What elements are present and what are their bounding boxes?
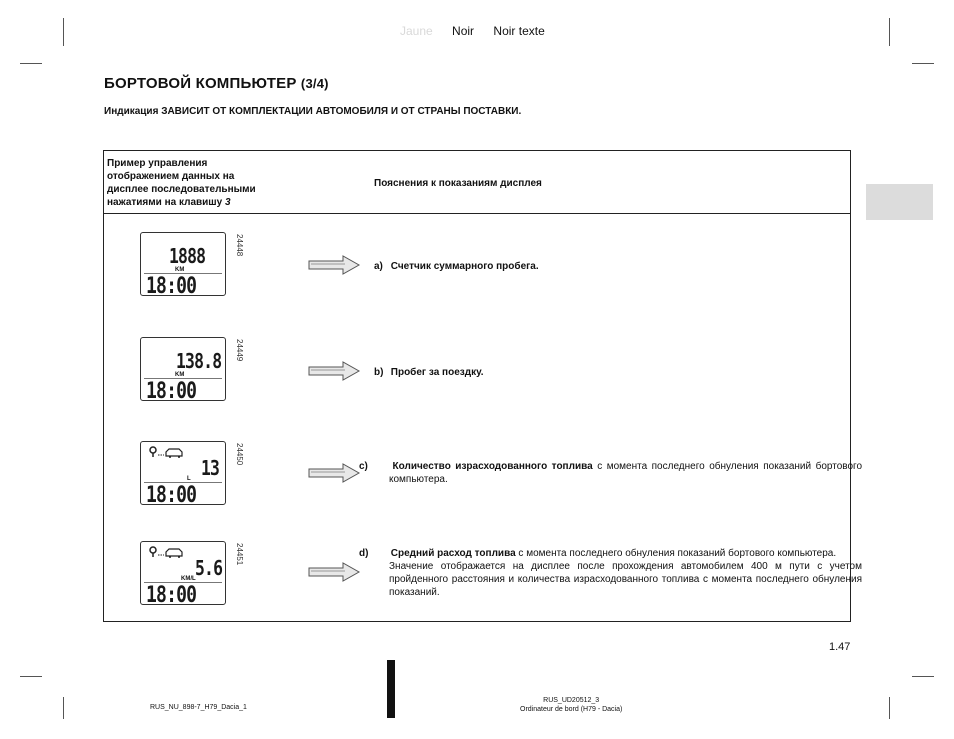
chapter-tab (866, 184, 933, 220)
key-number: 3 (224, 197, 231, 208)
item-letter: c) (359, 461, 368, 472)
item-text: с момента последнего обнуления показаний бортового компьютера. (515, 548, 837, 559)
page-title-main: БОРТОВОЙ КОМПЬЮТЕР (104, 75, 297, 92)
crop-mark (912, 63, 934, 64)
arrow-right-icon (307, 361, 361, 381)
item-bold: Пробег за поездку. (390, 367, 484, 378)
lcd-unit: KM (175, 372, 185, 378)
page-subtitle: Индикация ЗАВИСИТ ОТ КОМПЛЕКТАЦИИ АВТОМОБИЛЯ И ОТ СТРАНЫ ПОСТАВКИ. (104, 106, 522, 117)
crop-mark (889, 697, 890, 719)
lcd-unit: KM/L (181, 576, 196, 582)
lcd-unit: L (187, 476, 191, 482)
label-noir-texte: Noir texte (493, 24, 545, 38)
lcd-value: 1888 (169, 244, 206, 268)
crop-mark (889, 18, 890, 46)
lcd-value: 5.6 (195, 556, 223, 580)
label-noir: Noir (452, 24, 475, 38)
item-bold: Количество израсходованного топлива (392, 461, 593, 472)
color-separation-labels (400, 24, 561, 38)
header-left-line: Пример управления (107, 158, 208, 169)
item-letter: d) (359, 548, 369, 559)
page-title-part: (3/4) (300, 76, 329, 91)
crop-mark (20, 676, 42, 677)
display-table (103, 150, 863, 622)
lcd-display-fuel-used (140, 441, 226, 508)
label-jaune: Jaune (400, 24, 433, 38)
arrow-right-icon (307, 255, 361, 275)
lcd-time: 18:00 (146, 379, 197, 404)
header-left-line: дисплее последовательными (107, 184, 256, 195)
header-left-last: нажатиями на клавишу (107, 197, 223, 208)
fuel-pump-car-icon (149, 446, 185, 458)
crop-mark (63, 18, 64, 46)
fuel-pump-car-icon (149, 546, 185, 558)
header-left-line (107, 196, 307, 209)
description-a (374, 260, 847, 273)
footer-center-line1: RUS_UD20512_3 (543, 697, 600, 704)
figure-code: 24450 (235, 443, 244, 466)
crop-mark (63, 697, 64, 719)
registration-bar (387, 660, 395, 718)
header-divider (104, 213, 850, 214)
crop-mark (912, 676, 934, 677)
figure-code: 24449 (235, 339, 244, 362)
table-header-left (107, 157, 307, 209)
lcd-value: 13 (201, 456, 220, 480)
footer-left: RUS_NU_898-7_H79_Dacia_1 (150, 704, 247, 711)
figure-code: 24448 (235, 234, 244, 257)
footer-center (520, 696, 622, 714)
arrow-right-icon (307, 463, 361, 483)
lcd-display-trip (140, 337, 226, 404)
lcd-value: 138.8 (176, 349, 222, 373)
lcd-time: 18:00 (146, 274, 197, 299)
item-bold: Средний расход топлива (390, 548, 516, 559)
lcd-time: 18:00 (146, 483, 197, 508)
description-b (374, 366, 847, 379)
description-d (359, 547, 862, 599)
figure-code: 24451 (235, 543, 244, 566)
footer-center-line2: Ordinateur de bord (H79 - Dacia) (520, 706, 623, 713)
description-c (359, 460, 863, 486)
item-letter: a) (374, 261, 383, 272)
lcd-unit: KM (175, 267, 185, 273)
item-letter: b) (374, 367, 384, 378)
header-left-line: отображением данных на (107, 171, 235, 182)
table-header-right: Пояснения к показаниям дисплея (374, 178, 542, 189)
page-title (104, 75, 329, 92)
lcd-time: 18:00 (146, 583, 197, 608)
arrow-right-icon (307, 562, 361, 582)
item-text: с момента последнего обнуления показаний бортового компьютера. (389, 461, 863, 485)
lcd-display-avg-consumption (140, 541, 226, 608)
item-bold: Счетчик суммарного пробега. (390, 261, 539, 272)
page-number: 1.47 (829, 641, 851, 653)
lcd-display-odometer (140, 232, 226, 299)
item-extra: Значение отображается на дисплее после прохождения автомобилем 400 м пути с учетом пройденного расстояния и количества израсходованного топлива с момента последнего обнуления показаний. (389, 561, 862, 598)
crop-mark (20, 63, 42, 64)
